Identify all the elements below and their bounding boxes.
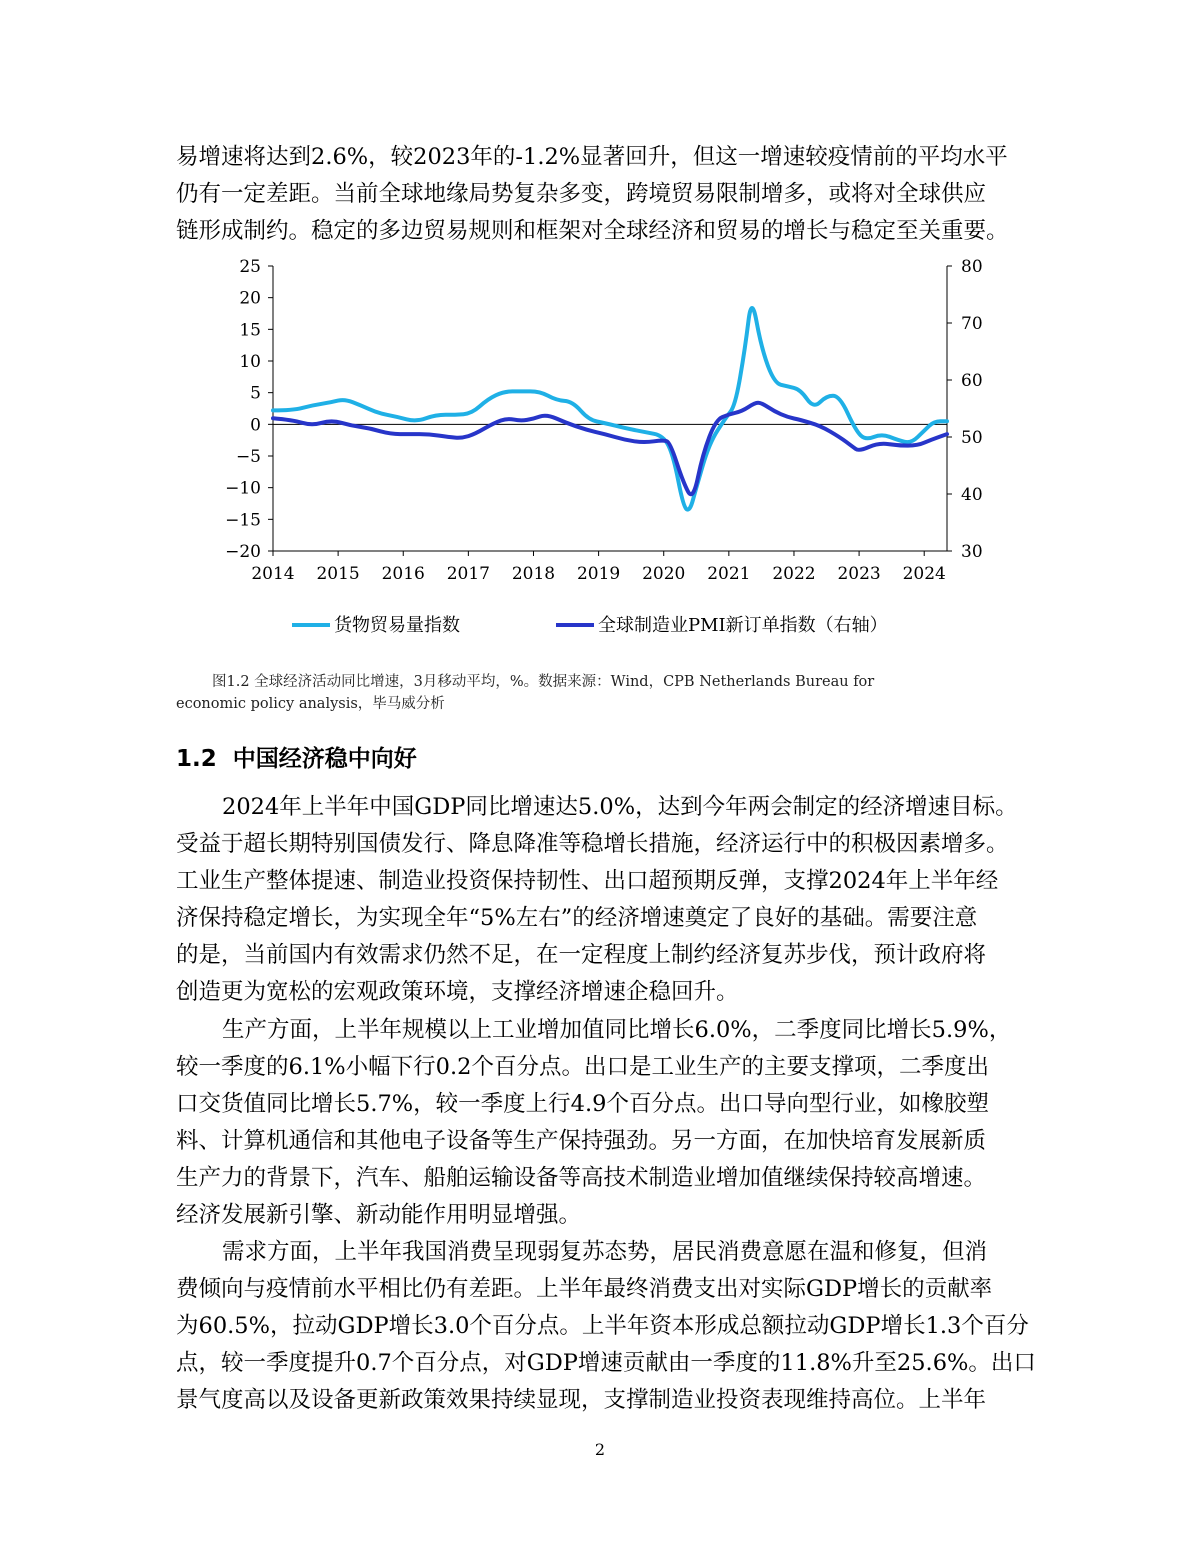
text-line: 受益于超长期特别国债发行、降息降准等稳增长措施，经济运行中的积极因素增多。 <box>176 831 1009 857</box>
text-line: 为60.5%，拉动GDP增长3.0个百分点。上半年资本形成总额拉动GDP增长1.3个百分 <box>176 1313 1029 1339</box>
x-axis-tick-label: 2021 <box>707 564 751 584</box>
text-line: 济保持稳定增长，为实现全年“5%左右”的经济增速奠定了良好的基础。需要注意 <box>176 905 978 931</box>
x-axis-tick-label: 2023 <box>837 564 881 584</box>
series-line-pmi-new-orders <box>273 403 947 494</box>
text-line: 工业生产整体提速、制造业投资保持韧性、出口超预期反弹，支撑2024年上半年经 <box>176 868 999 894</box>
x-axis-tick-label: 2015 <box>316 564 360 584</box>
text-line: 的是，当前国内有效需求仍然不足，在一定程度上制约经济复苏步伐，预计政府将 <box>176 942 987 968</box>
x-axis-tick-label: 2017 <box>446 564 490 584</box>
left-axis-tick-label: −5 <box>235 447 261 467</box>
right-axis-tick-label: 60 <box>961 371 983 391</box>
figure-caption <box>176 671 1026 715</box>
page-number: 2 <box>594 1440 606 1459</box>
chart-series-layer <box>273 308 947 510</box>
left-axis-tick-label: −20 <box>225 542 261 562</box>
legend-label-pmi: 全球制造业PMI新订单指数（右轴） <box>598 615 888 636</box>
left-axis-tick-label: 5 <box>250 383 261 404</box>
line-chart <box>0 0 1200 660</box>
left-axis-tick-label: −15 <box>225 510 261 531</box>
left-axis-tick-label: 25 <box>239 257 261 277</box>
text-line: 生产方面，上半年规模以上工业增加值同比增长6.0%，二季度同比增长5.9%， <box>222 1017 1012 1043</box>
paragraph-demand <box>176 1234 1036 1419</box>
x-axis-tick-label: 2020 <box>642 564 686 584</box>
text-line: 口交货值同比增长5.7%，较一季度上行4.9个百分点。出口导向型行业，如橡胶塑 <box>176 1091 989 1117</box>
right-axis-tick-label: 40 <box>961 485 983 505</box>
section-number: 1.2 <box>176 746 217 772</box>
x-axis-tick-label: 2016 <box>381 564 425 584</box>
left-axis-tick-label: 10 <box>239 352 261 372</box>
legend-label-trade-volume: 货物贸易量指数 <box>334 615 460 636</box>
left-axis-tick-label: 20 <box>239 288 261 309</box>
text-line: 较一季度的6.1%小幅下行0.2个百分点。出口是工业生产的主要支撑项，二季度出 <box>176 1054 989 1080</box>
text-line: 点，较一季度提升0.7个百分点，对GDP增速贡献由一季度的11.8%升至25.6%。出口 <box>176 1350 1036 1376</box>
x-axis-tick-label: 2022 <box>772 564 816 584</box>
right-axis-tick-label: 80 <box>961 257 983 277</box>
text-line: 费倾向与疫情前水平相比仍有差距。上半年最终消费支出对实际GDP增长的贡献率 <box>176 1276 993 1302</box>
caption-line: economic policy analysis，毕马威分析 <box>176 696 445 712</box>
left-axis-tick-label: −10 <box>225 478 261 499</box>
x-axis-tick-label: 2024 <box>902 564 946 584</box>
text-line: 料、计算机通信和其他电子设备等生产保持强劲。另一方面，在加快培育发展新质 <box>176 1128 987 1154</box>
text-line: 需求方面，上半年我国消费呈现弱复苏态势，居民消费意愿在温和修复，但消 <box>222 1239 988 1265</box>
section-title: 中国经济稳中向好 <box>232 746 417 772</box>
text-line: 生产力的背景下，汽车、船舶运输设备等高技术制造业增加值继续保持较高增速。 <box>176 1165 987 1191</box>
x-axis-tick-label: 2019 <box>576 564 621 584</box>
paragraph-production <box>176 1012 1036 1234</box>
text-line: 易增速将达到2.6%，较2023年的-1.2%显著回升，但这一增速较疫情前的平均水平 <box>176 144 1008 170</box>
text-line: 经济发展新引擎、新动能作用明显增强。 <box>176 1202 582 1228</box>
right-axis-tick-label: 50 <box>961 428 983 448</box>
left-axis-tick-label: 15 <box>239 320 261 341</box>
text-line: 链形成制约。稳定的多边贸易规则和框架对全球经济和贸易的增长与稳定至关重要。 <box>176 218 1009 244</box>
series-line-trade-volume <box>273 308 947 510</box>
caption-line: 图1.2 全球经济活动同比增速，3月移动平均，%。数据来源：Wind，CPB Netherlands Bureau for <box>212 674 875 690</box>
right-axis-tick-label: 30 <box>961 542 983 562</box>
x-axis-tick-label: 2018 <box>511 564 556 584</box>
text-line: 仍有一定差距。当前全球地缘局势复杂多变，跨境贸易限制增多，或将对全球供应 <box>176 181 987 207</box>
text-line: 2024年上半年中国GDP同比增速达5.0%，达到今年两会制定的经济增速目标。 <box>222 794 1018 820</box>
section-heading <box>176 740 417 773</box>
right-axis-tick-label: 70 <box>961 314 983 334</box>
text-line: 创造更为宽松的宏观政策环境，支撑经济增速企稳回升。 <box>176 979 739 1005</box>
left-axis-tick-label: 0 <box>250 415 261 436</box>
chart-legend <box>292 615 888 636</box>
paragraph-overview <box>176 789 1036 1011</box>
x-axis-tick-label: 2014 <box>251 564 295 584</box>
text-line: 景气度高以及设备更新政策效果持续显现，支撑制造业投资表现维持高位。上半年 <box>176 1387 987 1413</box>
